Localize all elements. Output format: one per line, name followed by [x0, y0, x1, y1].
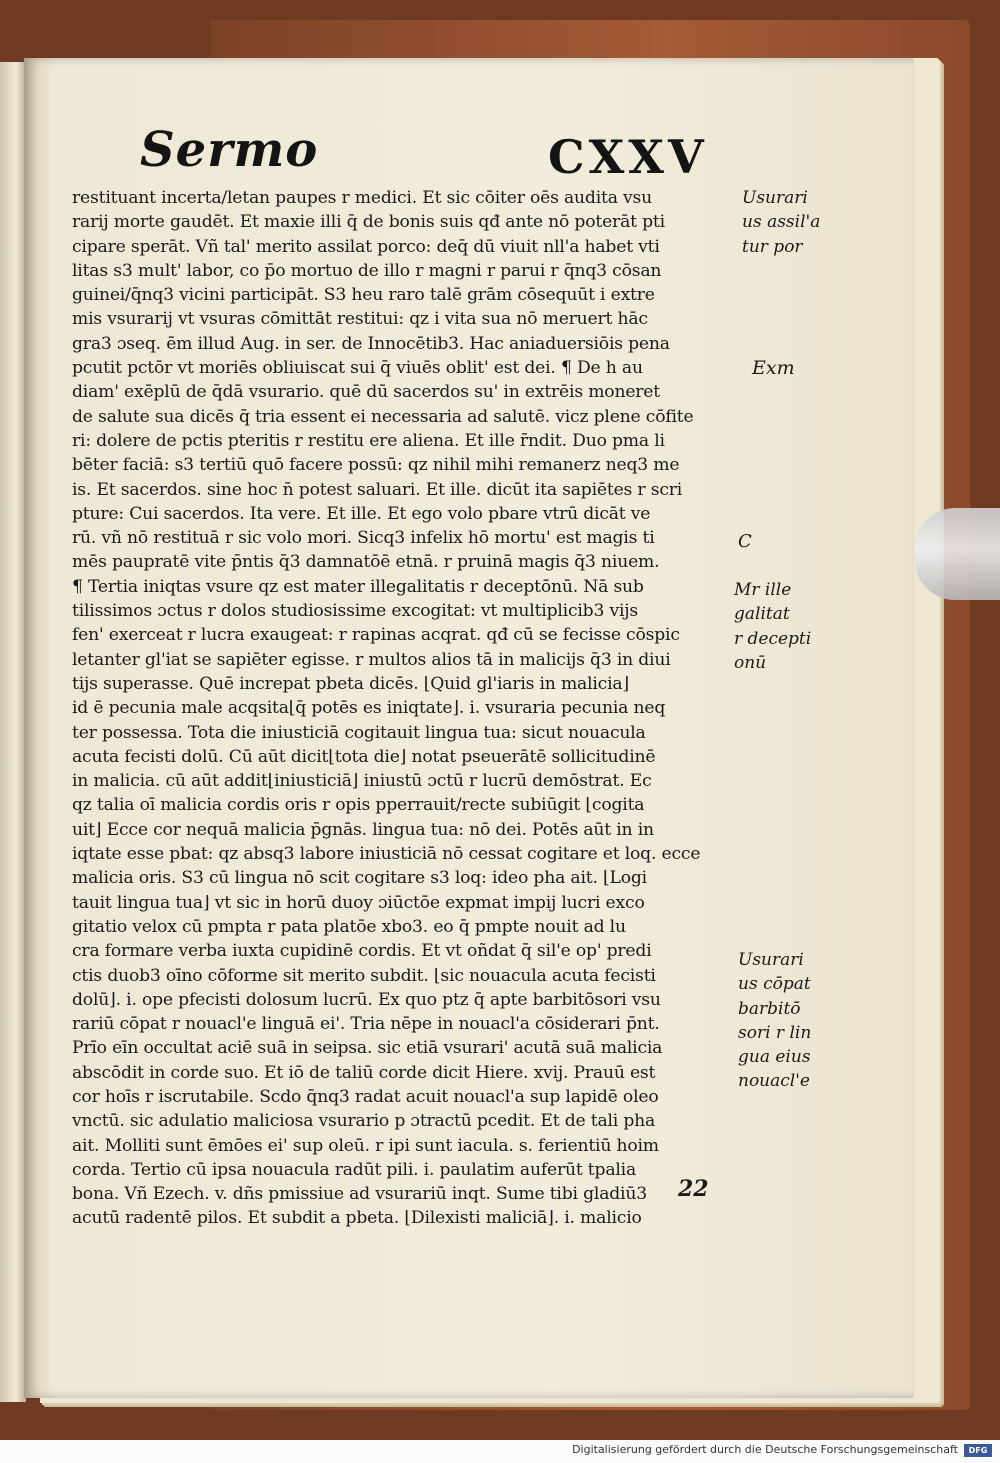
facing-page-edge [0, 62, 26, 1402]
text-line: letanter gl'iat se sapiēter egisse. r multos alios tā in malicijs q̄3 in diui [72, 649, 671, 670]
page-clamp [915, 508, 1000, 600]
dfg-logo-icon: DFG [964, 1444, 992, 1457]
text-line: tilissimos ɔctus r dolos studiosissime excogitat: vt multiplicib3 vijs [72, 601, 639, 622]
text-line: rū. vñ nō restituā r sic volo mori. Sicq3 infelix hō mortu' est magis ti [72, 528, 655, 549]
text-line: dolū⌋. i. ope pfecisti dolosum lucrū. Ex quo ptz q̄ apte barbitōsori vsu [72, 989, 661, 1010]
marginal-note-exm: Exm [752, 357, 795, 379]
body-text [72, 186, 742, 1231]
text-line: acutū radentē pilos. Et subdit a pbeta. ⌊Dilexisti maliciā⌋. i. malicio [72, 1208, 642, 1229]
text-line: vnctū. sic adulatio maliciosa vsurario p ɔtractū pcedit. Et de tali pha [72, 1111, 656, 1132]
text-line: malicia oris. S3 cū lingua nō scit cogitare s3 loq: ideo pha ait. ⌊Logi [72, 868, 647, 889]
text-line: rariū cōpat r nouacl'e linguā ei'. Tria nēpe in nouacl'a cōsiderari p̄nt. [72, 1014, 660, 1035]
text-line: bona. Vñ Ezech. v. dñs pmissiue ad vsurariū inqt. Sume tibi gladiū3 [72, 1184, 647, 1205]
text-line: uit⌋ Ecce cor nequā malicia p̄gnās. lingua tua: nō dei. Potēs aūt in in [72, 819, 654, 840]
text-line: restituant incerta/letan paupes r medici. Et sic cōiter oēs audita vsu [72, 188, 653, 208]
text-line: mis vsurarij vt vsuras cōmittāt restitui: qz i vita sua nō meruert hāc [72, 309, 648, 330]
text-line: ri: dolere de pctis pteritis r restitu ere aliena. Et ille r̄ndit. Duo pma li [72, 430, 665, 451]
text-line: corda. Tertio cū ipsa nouacula radūt pili. i. paulatim auferūt tpalia [72, 1159, 637, 1180]
text-line: cra formare verba iuxta cupidinē cordis. Et vt oñdat q̄ sil'e op' predi [72, 941, 652, 962]
text-line: id ē pecunia male acqsita⌊q̄ potēs es iniqtate⌋. i. vsuraria pecunia neq [72, 698, 666, 719]
text-line: cor hoīs r iscrutabile. Scdo q̄nq3 radat acuit nouacl'a sup lapidē oleo [72, 1086, 659, 1107]
running-head: Sermo [140, 122, 319, 178]
funding-credit: Digitalisierung gefördert durch die Deutsche Forschungsgemeinschaft [572, 1443, 958, 1456]
marginal-line: Mr ille [734, 580, 792, 600]
text-line: ctis duob3 oīno cōforme sit merito subdit. ⌊sic nouacula acuta fecisti [72, 965, 656, 986]
text-line: acuta fecisti dolū. Cū aūt dicit⌊tota die⌋ notat pseuerātē sollicitudinē [72, 746, 656, 767]
marginal-line: r decepti [734, 628, 812, 649]
marginal-line: tur por [742, 236, 803, 257]
marginal-line: sori r lin [738, 1022, 812, 1043]
marginal-line: onū [734, 652, 767, 673]
marginal-note-usurari-bottom [738, 948, 811, 1094]
text-line: litas s3 mult' labor, co p̄o mortuo de illo r magni r parui r q̄nq3 cōsan [72, 260, 662, 281]
marginal-line: Usurari [742, 188, 808, 208]
text-line: tijs superasse. Quē increpat pbeta dicēs. ⌊Quid gl'iaris in malicia⌋ [72, 673, 629, 694]
marginal-line: Usurari [738, 950, 804, 970]
text-line: tauit lingua tua⌋ vt sic in horū duoy ɔiūctōe expmat impij lucri exco [72, 892, 645, 913]
marginal-note-illegalitas [734, 578, 811, 675]
text-line: fen' exerceat r lucra exaugeat: r rapinas acqrat. qđ cū se fecisse cōspic [72, 625, 680, 646]
text-line: pcutit pctōr vt moriēs obliuiscat sui q̄ viuēs oblit' est dei. ¶ De h au [72, 358, 643, 379]
text-line: abscōdit in corde suo. Et iō de taliū corde dicit Hiere. xvij. Prauū est [72, 1062, 656, 1083]
signature-mark: 22 [678, 1176, 709, 1202]
marginal-line: us cōpat [738, 974, 811, 995]
marginal-line: gua eius [738, 1047, 811, 1068]
text-line: ¶ Tertia iniqtas vsure qz est mater illegalitatis r deceptōnū. Nā sub [72, 576, 644, 597]
text-line: de salute sua dicēs q̄ tria essent ei necessaria ad salutē. vicz plene cōfite [72, 406, 694, 427]
marginal-line: galitat [734, 604, 790, 625]
text-line: cipare sperāt. Vñ tal' merito assilat porco: deq̄ dū viuit nll'a habet vti [72, 236, 660, 257]
text-line: gitatio velox cū pmpta r pata platōe xbo3. eo q̄ pmpte nouit ad lu [72, 916, 626, 937]
folio-number: CXXV [548, 130, 708, 184]
text-line: diam' exēplū de q̄dā vsurario. quē dū sacerdos su' in extrēis moneret [72, 382, 660, 403]
text-line: rarij morte gaudēt. Et maxie illi q̄ de bonis suis qđ ante nō poterāt pti [72, 212, 665, 233]
marginal-line: barbitō [738, 998, 801, 1019]
text-line: iqtate esse pbat: qz absq3 labore iniusticiā nō cessat cogitare et loq. ecce [72, 844, 701, 865]
marginal-line: nouacl'e [738, 1071, 810, 1092]
text-line: bēter faciā: s3 tertiū quō facere possū: qz nihil mihi remanerz neq3 me [72, 455, 680, 476]
marginal-line: us assil'a [742, 212, 821, 233]
text-line: mēs paupratē vite p̄ntis q̄3 damnatōē etnā. r pruinā magis q̄3 niuem. [72, 552, 660, 573]
text-line: is. Et sacerdos. sine hoc n̄ potest saluari. Et ille. dicūt ita sapiētes r scri [72, 479, 683, 500]
text-line: ter possessa. Tota die iniusticiā cogitauit lingua tua: sicut nouacula [72, 722, 646, 743]
text-line: in malicia. cū aūt addit⌊iniusticiā⌋ iniustū ɔctū r lucrū demōstrat. Ec [72, 771, 652, 792]
text-line: pture: Cui sacerdos. Ita vere. Et ille. Et ego volo pbare vtrū dicāt ve [72, 503, 651, 524]
marginal-note-c: C [738, 531, 752, 552]
marginal-note-usurari-top [742, 186, 820, 259]
footer-bar [0, 1440, 1000, 1463]
text-line: qz talia oī malicia cordis oris r opis pperrauit/recte subiūgit ⌊cogita [72, 795, 645, 816]
text-line: gra3 ɔseq. ēm illud Aug. in ser. de Innocētib3. Hac aniaduersiōis pena [72, 333, 670, 354]
text-line: Prīo eīn occultat aciē suā in seipsa. sic etiā vsurari' acutā suā malicia [72, 1038, 663, 1059]
text-line: ait. Molliti sunt ēmōes ei' sup oleū. r ipi sunt iacula. s. ferientiū hoim [72, 1135, 659, 1156]
text-line: guinei/q̄nq3 vicini participāt. S3 heu raro talē grām cōsequūt i extre [72, 285, 655, 306]
